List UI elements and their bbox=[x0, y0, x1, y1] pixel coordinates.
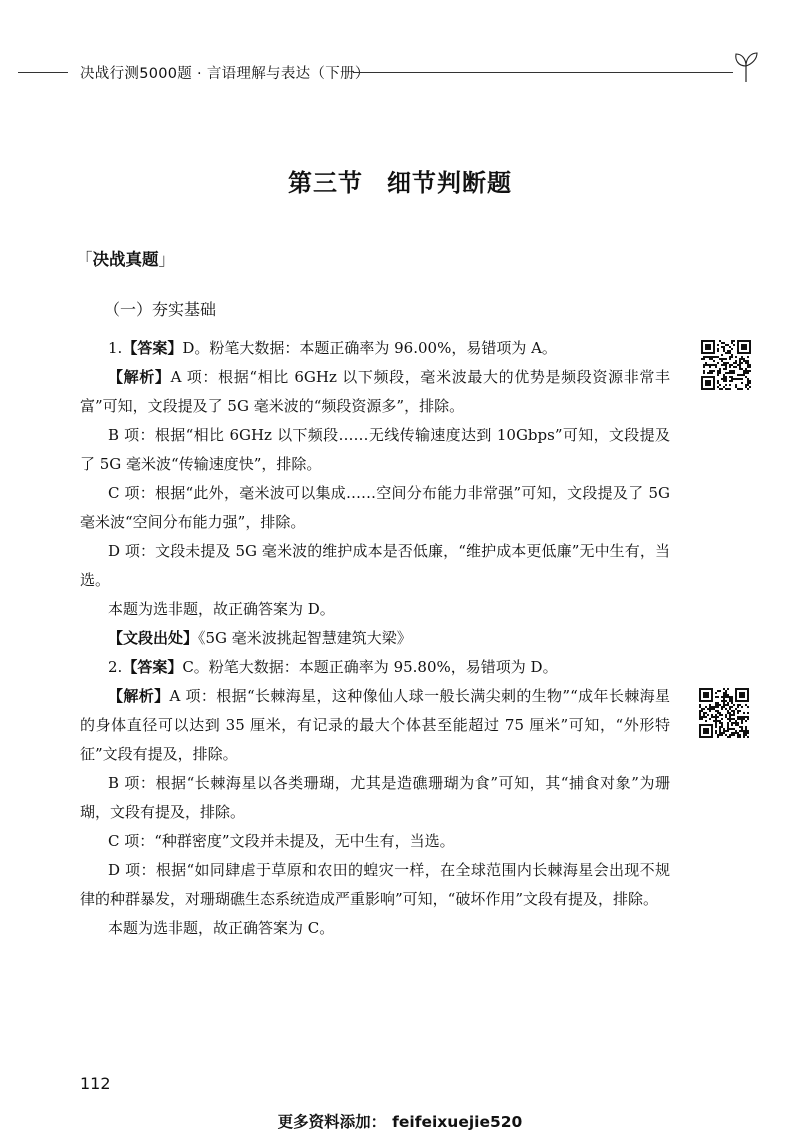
header-rule-left bbox=[18, 72, 68, 73]
page-number: 112 bbox=[80, 1074, 111, 1093]
heading-label: 决战真题 bbox=[92, 250, 159, 269]
q1-answer-text: D。粉笔大数据：本题正确率为 96.00%，易错项为 A。 bbox=[182, 339, 557, 357]
q2-conclusion: 本题为选非题，故正确答案为 C。 bbox=[108, 919, 335, 937]
q1-analysis-b: B 项：根据“相比 6GHz 以下频段……无线传输速度达到 10Gbps”可知，文段提及了 5G 毫米波“传输速度快”，排除。 bbox=[80, 426, 670, 473]
q2-a-text: A 项：根据“长棘海星，这种像仙人球一般长满尖刺的生物”“成年长棘海星的身体直径可以达到 35 厘米，有记录的最大个体甚至能超过 75 厘米”可知，“外形特征”文段有提及，排除。 bbox=[80, 687, 670, 763]
footer-contact: feifeixuejie520 bbox=[392, 1113, 523, 1131]
q1-analysis-c: C 项：根据“此外，毫米波可以集成……空间分布能力非常强”可知，文段提及了 5G 毫米波“空间分布能力强”，排除。 bbox=[80, 484, 670, 531]
q2-analysis-d: D 项：根据“如同肆虐于草原和农田的蝗灾一样，在全球范围内长棘海星会出现不规律的种群暴发，对珊瑚礁生态系统造成严重影响”可知，“破坏作用”文段有提及，排除。 bbox=[80, 861, 670, 908]
qr-code-icon bbox=[701, 340, 751, 390]
q2-number: 2. bbox=[108, 658, 123, 676]
q1-analysis-tag: 【解析】 bbox=[108, 368, 171, 386]
qr-code-icon bbox=[699, 688, 749, 738]
subsection-heading: （一）夯实基础 bbox=[104, 300, 217, 319]
q1-a-text: A 项：根据“相比 6GHz 以下频段，毫米波最大的优势是频段资源非常丰富”可知，文段提及了 5G 毫米波的“频段资源多”，排除。 bbox=[80, 368, 670, 415]
q1-source bbox=[80, 624, 670, 653]
footer-label: 更多资料添加： bbox=[277, 1113, 387, 1131]
q1-answer-line bbox=[80, 334, 670, 363]
running-header bbox=[0, 58, 800, 88]
book-title: 决战行测5000题 · 言语理解与表达（下册） bbox=[80, 66, 370, 82]
footer-note bbox=[0, 1110, 800, 1132]
bracket-close: 」 bbox=[158, 250, 175, 269]
header-rule-right bbox=[353, 72, 733, 73]
q2-analysis-c: C 项：“种群密度”文段并未提及，无中生有，当选。 bbox=[108, 832, 455, 850]
q1-source-tag: 【文段出处】 bbox=[108, 629, 199, 647]
q2-analysis-b: B 项：根据“长棘海星以各类珊瑚，尤其是造礁珊瑚为食”可知，其“捕食对象”为珊瑚，文段有提及，排除。 bbox=[80, 774, 670, 821]
q1-number: 1. bbox=[108, 339, 123, 357]
real-questions-heading bbox=[76, 246, 175, 270]
q2-answer-text: C。粉笔大数据：本题正确率为 95.80%，易错项为 D。 bbox=[182, 658, 558, 676]
q1-analysis-d: D 项：文段未提及 5G 毫米波的维护成本是否低廉，“维护成本更低廉”无中生有，当选。 bbox=[80, 542, 670, 589]
q2-analysis-a bbox=[80, 682, 670, 769]
q2-analysis-tag: 【解析】 bbox=[108, 687, 170, 705]
bracket-open: 「 bbox=[76, 250, 93, 269]
q1-conclusion: 本题为选非题，故正确答案为 D。 bbox=[108, 600, 335, 618]
q2-answer-tag: 【答案】 bbox=[122, 658, 183, 676]
q1-answer-tag: 【答案】 bbox=[122, 339, 183, 357]
qr-code-q1[interactable] bbox=[701, 340, 751, 390]
section-name: 细节判断题 bbox=[387, 169, 512, 197]
answer-content bbox=[80, 334, 670, 943]
q1-source-text: 《5G 毫米波挑起智慧建筑大梁》 bbox=[198, 629, 412, 647]
qr-code-q2[interactable] bbox=[699, 688, 749, 738]
q2-answer-line bbox=[80, 653, 670, 682]
q1-analysis-a bbox=[80, 363, 670, 421]
section-title bbox=[0, 163, 800, 198]
section-number: 第三节 bbox=[288, 169, 363, 197]
sprout-icon bbox=[732, 48, 760, 82]
